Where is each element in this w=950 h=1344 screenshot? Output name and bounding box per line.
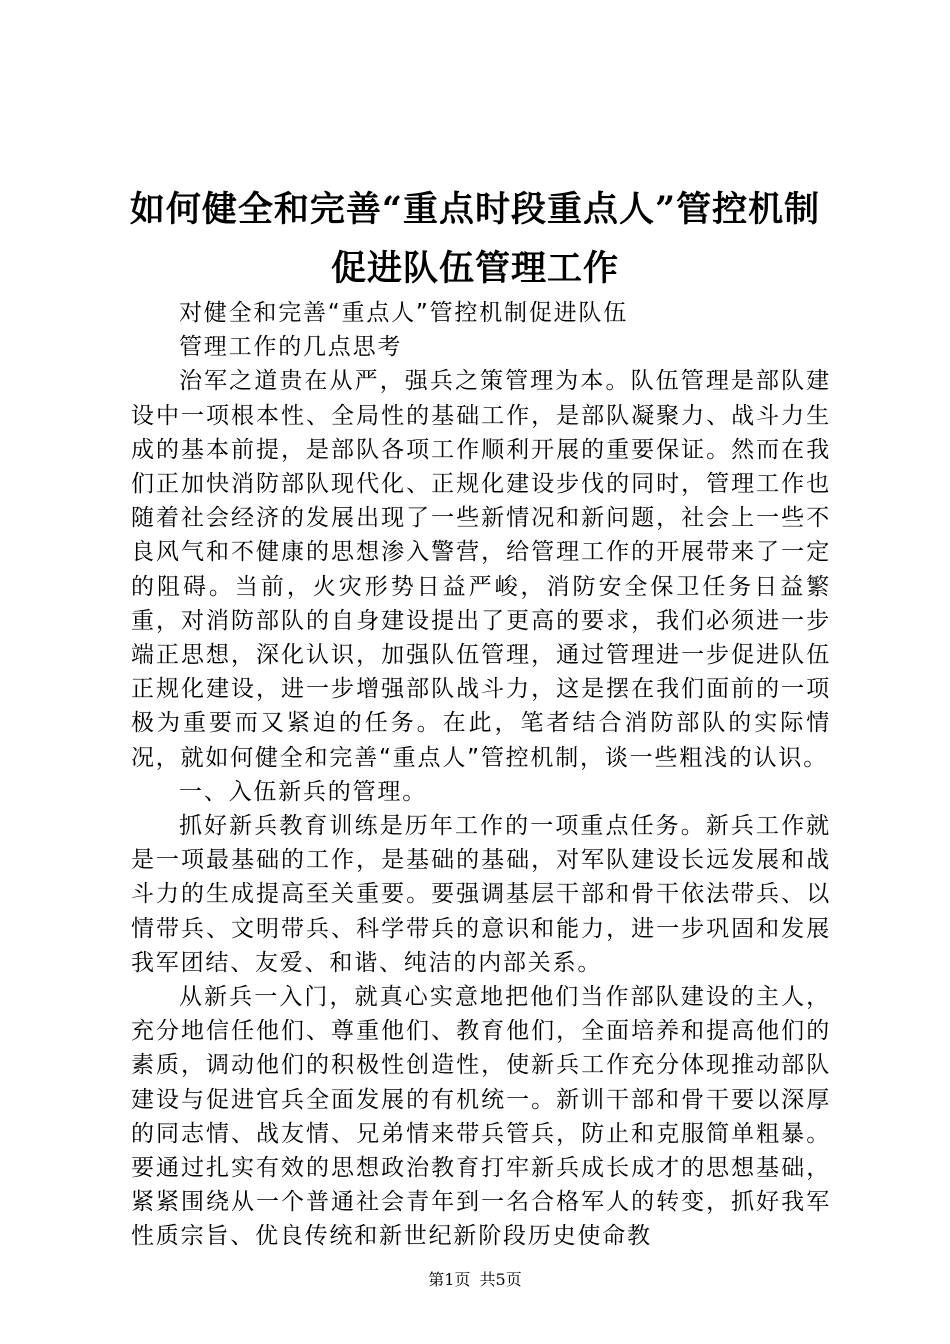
subtitle-line-2: 管理工作的几点思考 <box>179 334 403 361</box>
section-heading-1: 一、入伍新兵的管理。 <box>179 778 427 805</box>
page-footer <box>0 1269 950 1291</box>
page-total: 共5页 <box>479 1270 522 1289</box>
document-title-line-1: 如何健全和完善“重点时段重点人”管控机制 <box>129 189 821 230</box>
document-title-line-2: 促进队伍管理工作 <box>330 248 619 289</box>
paragraph-new-recruit-training: 抓好新兵教育训练是历年工作的一项重点任务。新兵工作就是一项最基础的工作，是基础的基础，对军队建设长远发展和战斗力的生成提高至关重要。要强调基层干部和骨干依法带兵、以情带兵、文明带兵、科学带兵的意识和能力，进一步巩固和发展我军团结、友爱、和谐、纯洁的内部关系。 <box>131 813 831 976</box>
page-number: 第1页 <box>428 1270 471 1289</box>
paragraph-new-recruit-care: 从新兵一入门，就真心实意地把他们当作部队建设的主人，充分地信任他们、尊重他们、教育他们，全面培养和提高他们的素质，调动他们的积极性创造性，使新兵工作充分体现推动部队建设与促进官兵全面发展的有机统一。新训干部和骨干要以深厚的同志情、战友情、兄弟情来带兵管兵，防止和克服简单粗暴。要通过扎实有效的思想政治教育打牢新兵成长成才的思想基础，紧紧围绕从一个普通社会青年到一名合格军人的转变，抓好我军性质宗旨、优良传统和新世纪新阶段历史使命教 <box>131 984 831 1250</box>
paragraph-intro: 治军之道贵在从严，强兵之策管理为本。队伍管理是部队建设中一项根本性、全局性的基础工作，是部队凝聚力、战斗力生成的基本前提，是部队各项工作顺利开展的重要保证。然而在我们正加快消防部队现代化、正规化建设步伐的同时，管理工作也随着社会经济的发展出现了一些新情况和新问题，社会上一些不良风气和不健康的思想渗入警营，给管理工作的开展带来了一定的阻碍。当前，火灾形势日益严峻，消防安全保卫任务日益繁重，对消防部队的自身建设提出了更高的要求，我们必须进一步端正思想，深化认识，加强队伍管理，通过管理进一步促进队伍正规化建设，进一步增强部队战斗力，这是摆在我们面前的一项极为重要而又紧迫的任务。在此，笔者结合消防部队的实际情况，就如何健全和完善“重点人”管控机制，谈一些粗浅的认识。 <box>131 368 831 771</box>
document-body <box>131 296 831 1254</box>
subtitle-line-1: 对健全和完善“重点人”管控机制促进队伍 <box>179 300 629 326</box>
